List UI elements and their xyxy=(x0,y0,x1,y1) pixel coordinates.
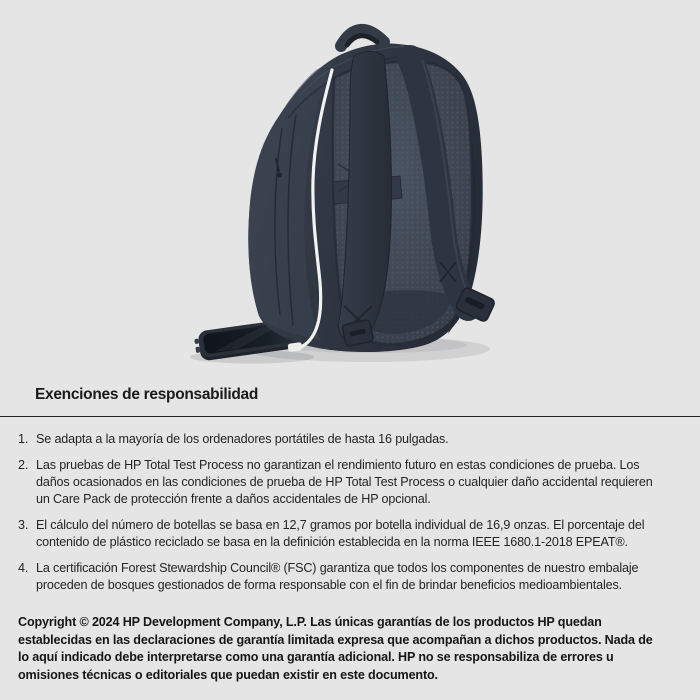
disclaimer-text: La certificación Forest Stewardship Council® (FSC) garantiza que todos los componentes de nuestro embalaje proceden de bosques gestionados de forma responsable con el fin de brindar beneficios medioambientales. xyxy=(36,561,639,592)
disclaimer-item-3 xyxy=(0,517,700,551)
section-divider xyxy=(0,416,700,417)
carry-handle xyxy=(341,30,384,46)
disclaimer-text: El cálculo del número de botellas se basa en 12,7 gramos por botella individual de 16,9 onzas. El porcentaje del contenido de plástico reciclado se basa en la definición establecida en la norma IEEE 1680.1-2018 EPEAT®. xyxy=(36,518,645,549)
disclaimer-number: 4. xyxy=(18,561,29,575)
disclaimer-item-1 xyxy=(0,431,700,448)
disclaimer-list xyxy=(0,431,700,594)
disclaimer-text: Se adapta a la mayoría de los ordenadores portátiles de hasta 16 pulgadas. xyxy=(36,432,449,446)
disclaimer-item-4 xyxy=(0,560,700,594)
disclaimer-item-2 xyxy=(0,457,700,508)
copyright-notice: Copyright © 2024 HP Development Company, L.P. Las únicas garantías de los productos HP quedan establecidas en las declaraciones de garantía limitada expresa que acompañan a dichos productos. Nada de lo aquí indicado debe interpretarse como una garantía adicional. HP no se responsabiliza de errores u omisiones técnicas o editoriales que puedan existir en este documento. xyxy=(18,615,653,682)
disclaimer-number: 3. xyxy=(18,518,29,532)
strap-buckle-left xyxy=(342,319,374,346)
disclaimers-title: Exenciones de responsabilidad xyxy=(35,386,259,403)
phone-side-button xyxy=(194,339,199,345)
disclaimer-text: Las pruebas de HP Total Test Process no garantizan el rendimiento futuro en estas condiciones de prueba. Los daños ocasionados en las condiciones de prueba de HP Total Test Process o cualquier daño accidental requieren un Care Pack de protección frente a daños accidentales de HP opcional. xyxy=(36,458,653,506)
disclaimer-number: 1. xyxy=(18,432,29,446)
disclaimer-number: 2. xyxy=(18,458,29,472)
phone-side-button xyxy=(195,347,200,353)
